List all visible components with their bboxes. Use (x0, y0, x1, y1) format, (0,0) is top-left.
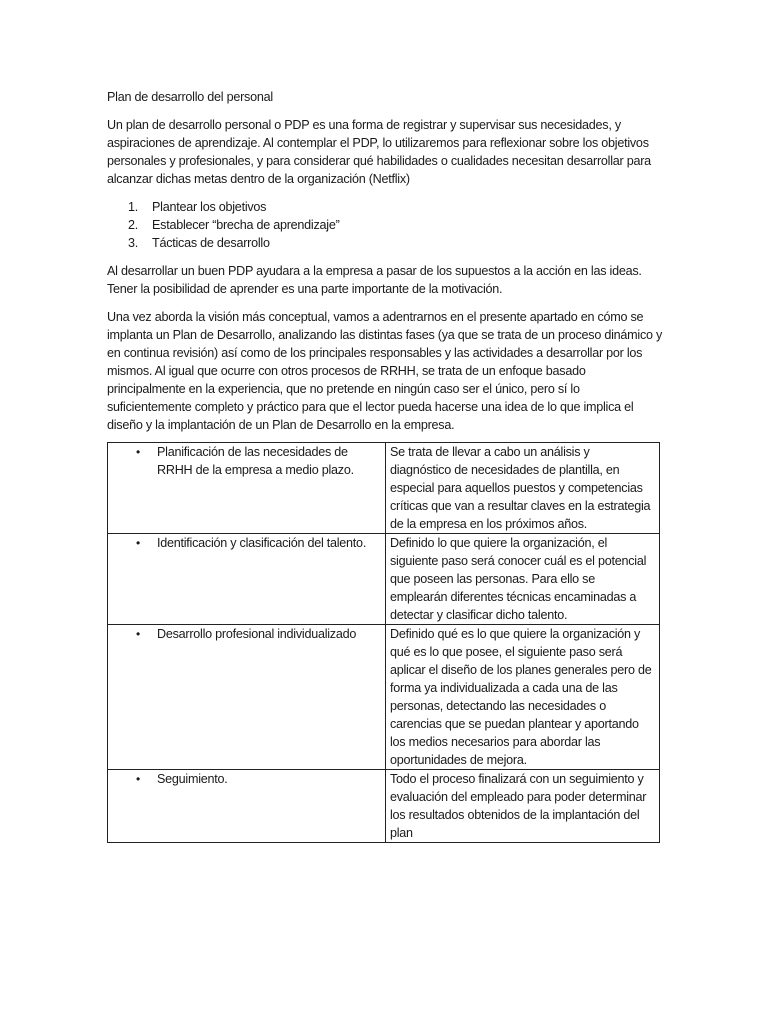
list-number: 1. (128, 200, 139, 214)
list-item (107, 216, 663, 234)
paragraph-pdp-benefit: Al desarrollar un buen PDP ayudara a la empresa a pasar de los supuestos a la acción en las ideas. Tener la posibilidad de aprender es una parte importante de la motivación. (107, 264, 642, 296)
list-number: 2. (128, 218, 139, 232)
description-cell: Se trata de llevar a cabo un análisis y diagnóstico de necesidades de plantilla, en especial para aquellos puestos y competencias críticas que van a resultar claves en la estrategia de la empresa en los próximos años. (386, 443, 660, 534)
bullet-icon: • (136, 627, 140, 641)
phase-text: Planificación de las necesidades de RRHH de la empresa a medio plazo. (157, 445, 354, 477)
description-cell: Definido qué es lo que quiere la organización y qué es lo que posee, el siguiente paso será aplicar el diseño de los planes generales pero de forma ya individualizada a cada una de las personas, detectando las necesidades o carencias que se puedan plantear y aportando los medios necesarios para abordar las oportunidades de mejora. (386, 625, 660, 770)
list-item-text: Tácticas de desarrollo (152, 236, 270, 250)
list-item (107, 198, 663, 216)
list-item (107, 234, 663, 252)
phases-table (107, 442, 660, 843)
steps-list (107, 198, 663, 252)
phase-text: Identificación y clasificación del talento. (157, 536, 367, 550)
description-cell: Definido lo que quiere la organización, el siguiente paso será conocer cuál es el potencial que poseen las personas. Para ello se emplearán diferentes técnicas encaminadas a detectar y clasificar dicho talento. (386, 534, 660, 625)
list-number: 3. (128, 236, 139, 250)
paragraph-implementation: Una vez aborda la visión más conceptual, vamos a adentrarnos en el presente apartado en cómo se implanta un Plan de Desarrollo, analizando las distintas fases (ya que se trata de un proceso dinámico y en continua revisión) así como de los principales responsables y las actividades a desarrollar por los mismos. Al igual que ocurre con otros procesos de RRHH, se trata de un enfoque basado principalmente en la experiencia, que no pretende en ningún caso ser el único, pero sí lo suficientemente completo y práctico para que el lector pueda hacerse una idea de lo que implica el diseño y la implantación de un Plan de Desarrollo en la empresa. (107, 310, 663, 432)
list-item-text: Plantear los objetivos (152, 200, 267, 214)
intro-paragraph: Un plan de desarrollo personal o PDP es una forma de registrar y supervisar sus necesidades, y aspiraciones de aprendizaje. Al contemplar el PDP, lo utilizaremos para reflexionar sobre los objetivos personales y profesionales, y para considerar qué habilidades o cualidades necesitan desarrollar para alcanzar dichas metas dentro de la organización (Netflix) (107, 118, 651, 186)
description-cell: Todo el proceso finalizará con un seguimiento y evaluación del empleado para poder determinar los resultados obtenidos de la implantación del plan (386, 770, 660, 843)
document-title: Plan de desarrollo del personal (107, 90, 273, 104)
phase-text: Seguimiento. (157, 772, 228, 786)
document-body (107, 88, 663, 843)
phase-cell (108, 534, 386, 625)
table-row (108, 534, 660, 625)
bullet-icon: • (136, 772, 140, 786)
phase-text: Desarrollo profesional individualizado (157, 627, 357, 641)
bullet-icon: • (136, 536, 140, 550)
phase-cell (108, 625, 386, 770)
table-row (108, 625, 660, 770)
table-row (108, 770, 660, 843)
list-item-text: Establecer “brecha de aprendizaje” (152, 218, 340, 232)
phase-cell (108, 443, 386, 534)
bullet-icon: • (136, 445, 140, 459)
phase-cell (108, 770, 386, 843)
table-row (108, 443, 660, 534)
